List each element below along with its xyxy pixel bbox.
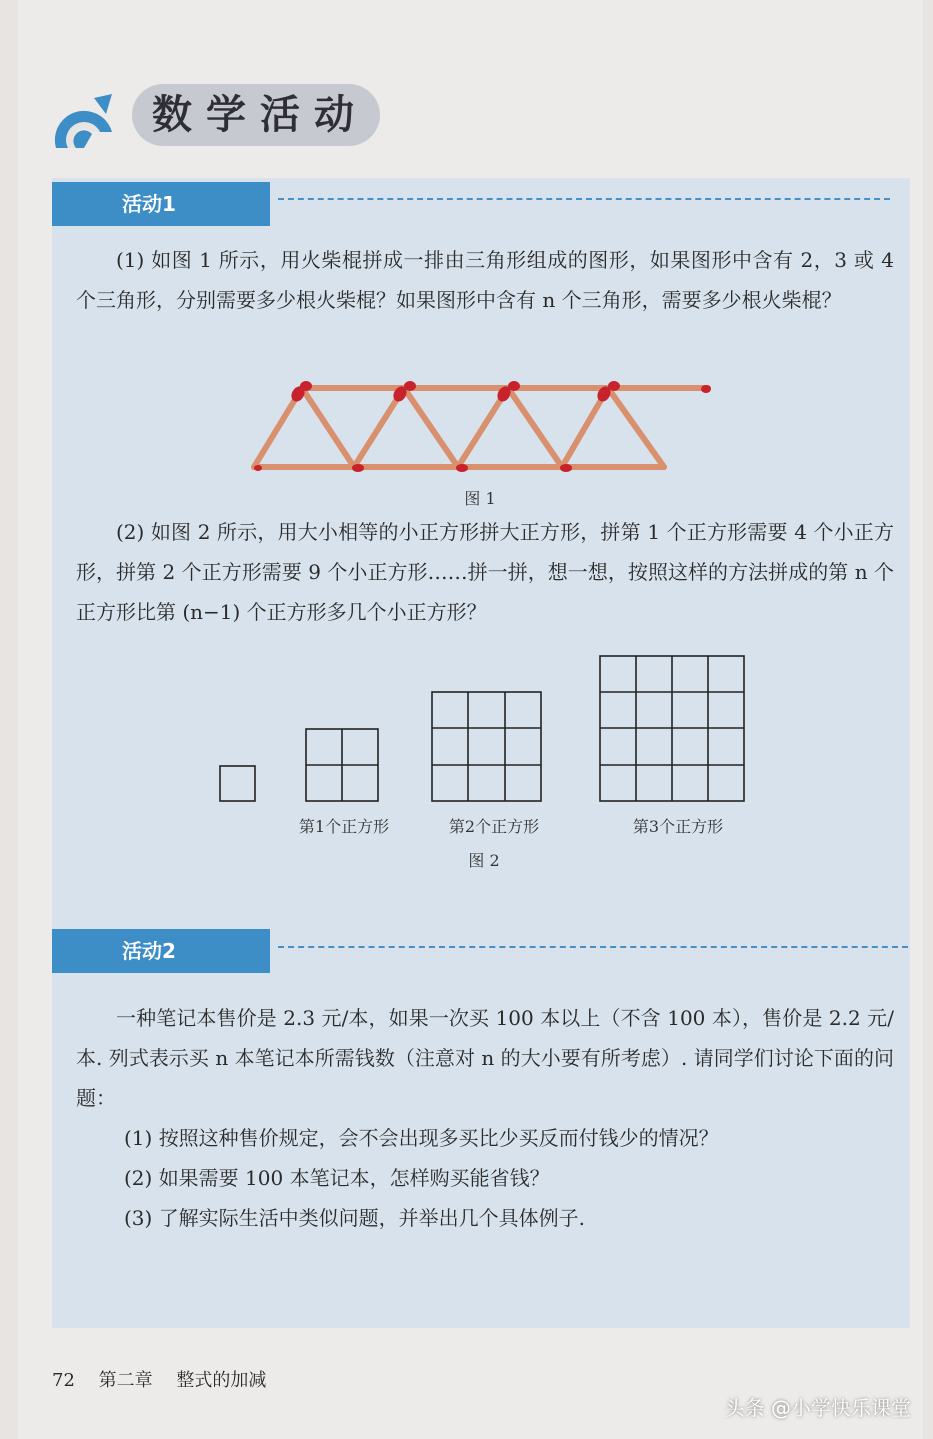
chapter-title: 整式的加减 xyxy=(176,1370,267,1391)
activity2-divider xyxy=(278,946,908,948)
math-activity-logo-icon xyxy=(54,92,114,152)
activity2-question-2: (2) 如果需要 100 本笔记本，怎样购买能省钱？ xyxy=(124,1166,550,1190)
figure2-squares xyxy=(210,650,750,810)
figure2-label-2: 第2个正方形 xyxy=(448,817,540,836)
activity2-question-1: (1) 按照这种售价规定，会不会出现多买比少买反而付钱少的情况？ xyxy=(124,1126,719,1150)
page-title: 数学活动 xyxy=(152,91,368,138)
activity2-body xyxy=(76,998,894,1238)
activity2-question-3: (3) 了解实际生活中类似问题，并举出几个具体例子. xyxy=(124,1206,586,1230)
figure2-label-3: 第3个正方形 xyxy=(632,817,724,836)
activity1-part1: (1) 如图 1 所示，用火柴棍拼成一排由三角形组成的图形，如果图形中含有 2，3 或 4 个三角形，分别需要多少根火柴棍？如果图形中含有 n 个三角形，需要多少根火柴棍？ xyxy=(76,248,894,312)
activity1-divider xyxy=(278,198,890,200)
activity1-tab: 活动1 xyxy=(52,182,270,226)
figure2-caption: 图 2 xyxy=(468,851,500,870)
watermark: 头条 @小学快乐课堂 xyxy=(724,1396,911,1420)
activity1-part2: (2) 如图 2 所示，用大小相等的小正方形拼大正方形，拼第 1 个正方形需要 4 个小正方形，拼第 2 个正方形需要 9 个小正方形……拼一拼，想一想，按照这样的方法拼成的第 n 个正方形比第 (n−1) 个正方形多几个小正方形？ xyxy=(76,520,894,624)
chapter-number: 第二章 xyxy=(98,1370,153,1391)
page-footer xyxy=(52,1366,284,1392)
figure2-label-1: 第1个正方形 xyxy=(298,817,390,836)
figure1-caption: 图 1 xyxy=(464,489,496,508)
activity2-intro: 一种笔记本售价是 2.3 元/本，如果一次买 100 本以上（不含 100 本），售价是 2.2 元/本. 列式表示买 n 本笔记本所需钱数（注意对 n 的大小要有所考虑）. 请同学们讨论下面的问题： xyxy=(76,1006,894,1110)
figure1-matchsticks xyxy=(240,372,720,482)
page-number: 72 xyxy=(52,1370,75,1391)
activity2-tab: 活动2 xyxy=(52,929,270,973)
